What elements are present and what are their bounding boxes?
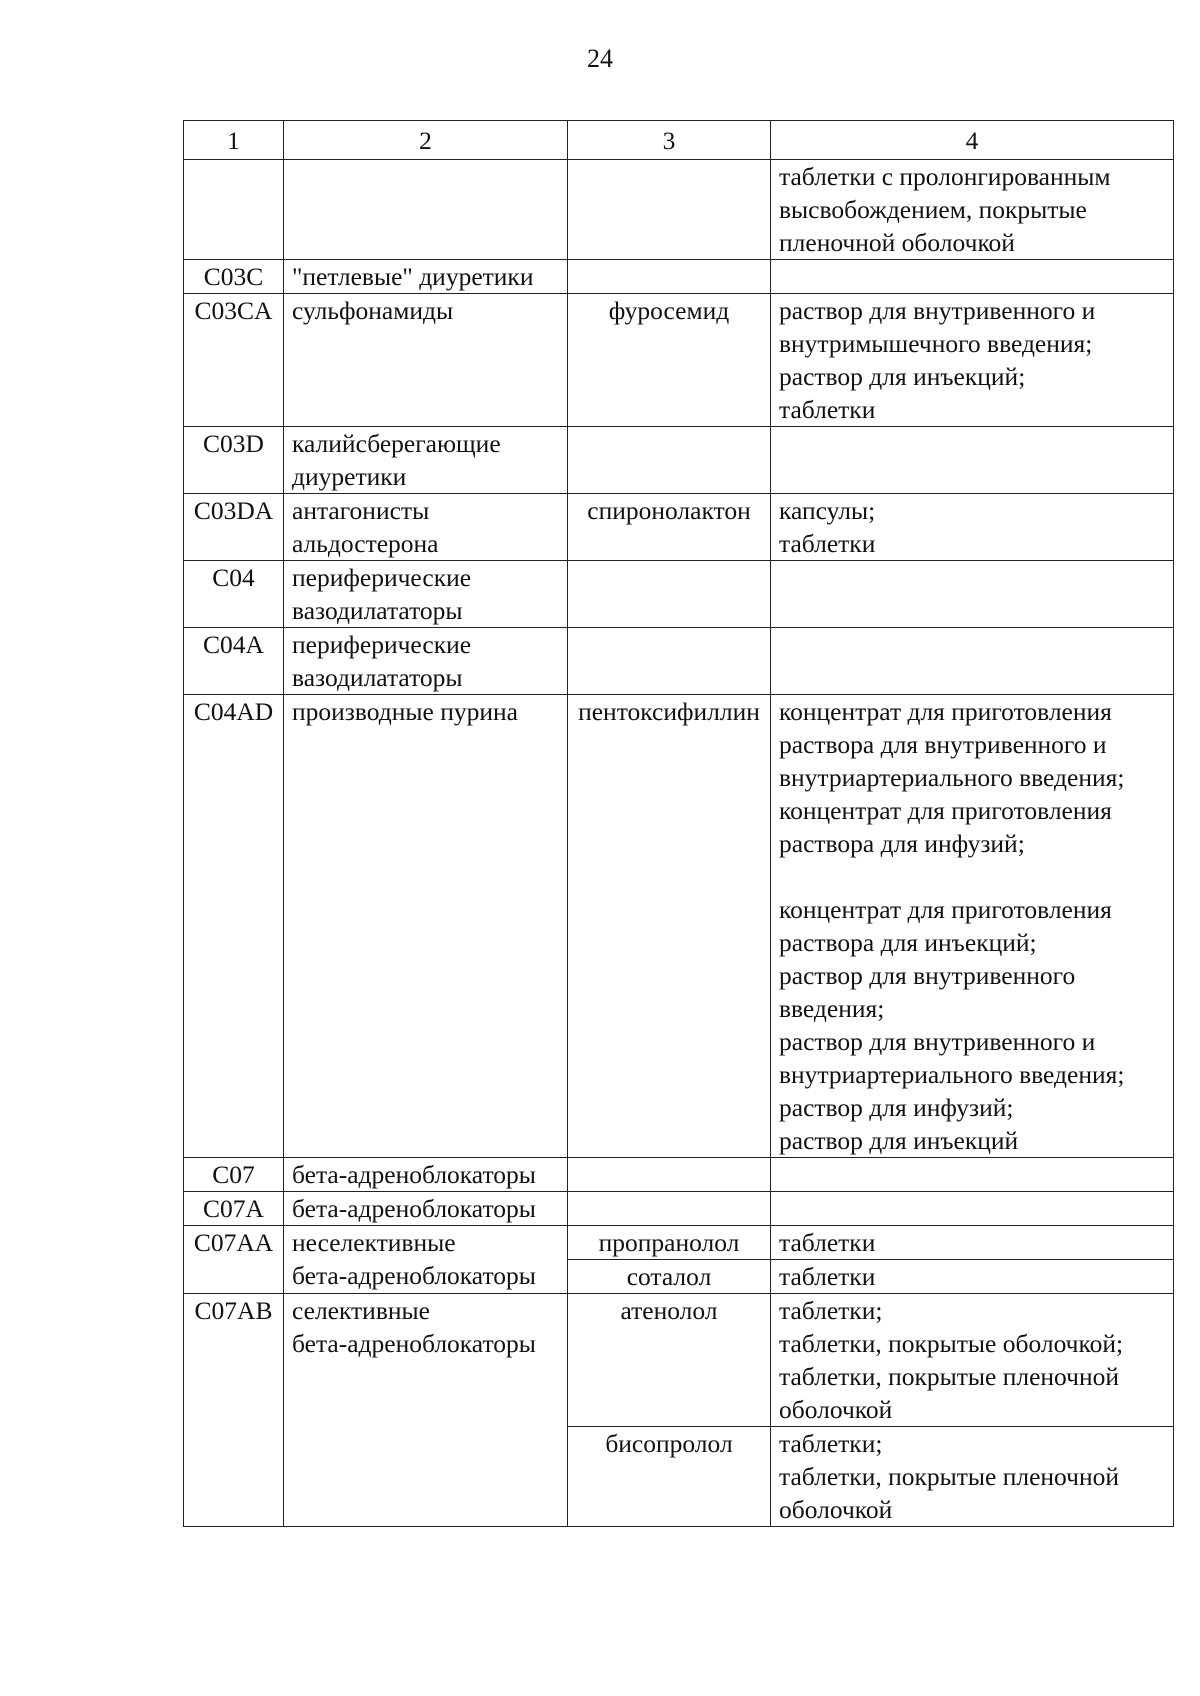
drug-cell (568, 628, 771, 695)
page-number: 24 (587, 44, 613, 73)
drug-cell: фуросемид (568, 294, 771, 427)
atc-code-cell: C07AA (184, 1226, 284, 1294)
form-line: таблетки, покрытые пленочной (779, 1462, 1120, 1491)
group-cell (284, 628, 568, 695)
forms-cell (771, 1158, 1174, 1192)
forms-cell (771, 1260, 1174, 1294)
group-line: калийсберегающие (292, 429, 501, 458)
atc-code-cell (184, 160, 284, 260)
column-header: 2 (284, 121, 568, 160)
group-line: вазодилататоры (292, 663, 463, 692)
blank-line (779, 860, 1165, 893)
drug-cell: соталол (568, 1260, 771, 1294)
drug-cell: пропранолол (568, 1226, 771, 1260)
forms-cell (771, 427, 1174, 494)
form-line: высвобождением, покрытые (779, 195, 1087, 224)
form-line: раствора для внутривенного и (779, 730, 1107, 759)
drug-cell (568, 427, 771, 494)
column-header: 1 (184, 121, 284, 160)
form-line: оболочкой (779, 1495, 893, 1524)
atc-code-cell: C03CA (184, 294, 284, 427)
forms-cell (771, 294, 1174, 427)
group-cell (284, 1158, 568, 1192)
group-cell (284, 561, 568, 628)
form-line: внутриартериального введения; (779, 763, 1125, 792)
group-cell (284, 1226, 568, 1294)
form-line: раствор для внутривенного и (779, 296, 1096, 325)
form-line: пленочной оболочкой (779, 228, 1015, 257)
forms-cell (771, 260, 1174, 294)
drug-cell (568, 1192, 771, 1226)
group-cell (284, 1192, 568, 1226)
table-row (184, 494, 1174, 561)
drug-table (183, 120, 1174, 1527)
column-header: 3 (568, 121, 771, 160)
table-row (184, 1226, 1174, 1260)
table-row (184, 1158, 1174, 1192)
table-row (184, 561, 1174, 628)
group-line: диуретики (292, 462, 407, 491)
column-header: 4 (771, 121, 1174, 160)
group-line: сульфонамиды (292, 296, 454, 325)
forms-cell (771, 494, 1174, 561)
form-line: внутримышечного введения; (779, 329, 1093, 358)
forms-cell (771, 1294, 1174, 1427)
form-line: раствор для инфузий; (779, 1093, 1014, 1122)
forms-cell (771, 1192, 1174, 1226)
table-row (184, 160, 1174, 260)
group-line: альдостерона (292, 529, 439, 558)
group-line: периферические (292, 563, 472, 592)
table-row (184, 294, 1174, 427)
form-line: концентрат для приготовления (779, 697, 1112, 726)
drug-cell (568, 160, 771, 260)
group-line: производные пурина (292, 697, 518, 726)
group-line: "петлевые" диуретики (292, 262, 534, 291)
group-line: вазодилататоры (292, 596, 463, 625)
form-line: таблетки с пролонгированным (779, 162, 1111, 191)
drug-cell: бисопролол (568, 1427, 771, 1527)
group-line: бета-адреноблокаторы (292, 1261, 536, 1290)
table-header-row (184, 121, 1174, 160)
form-line: таблетки; (779, 1429, 883, 1458)
form-line: таблетки (779, 529, 876, 558)
group-cell (284, 160, 568, 260)
atc-code-cell: C03DA (184, 494, 284, 561)
table-row (184, 260, 1174, 294)
form-line: таблетки; (779, 1296, 883, 1325)
table-row (184, 1294, 1174, 1427)
group-line: антагонисты (292, 496, 430, 525)
group-cell (284, 260, 568, 294)
drug-cell (568, 260, 771, 294)
form-line: раствора для инъекций; (779, 928, 1037, 957)
drug-cell (568, 1158, 771, 1192)
form-line: таблетки, покрытые оболочкой; (779, 1329, 1124, 1358)
group-line: бета-адреноблокаторы (292, 1160, 536, 1189)
group-line: бета-адреноблокаторы (292, 1329, 536, 1358)
atc-code-cell: C04 (184, 561, 284, 628)
form-line: раствор для внутривенного (779, 961, 1076, 990)
group-cell (284, 294, 568, 427)
group-cell (284, 427, 568, 494)
forms-cell (771, 628, 1174, 695)
group-cell (284, 695, 568, 1158)
drug-cell: пентоксифиллин (568, 695, 771, 1158)
form-line: введения; (779, 994, 885, 1023)
table-row (184, 1192, 1174, 1226)
table-row (184, 628, 1174, 695)
form-line: раствор для инъекций; (779, 362, 1026, 391)
forms-cell (771, 561, 1174, 628)
form-line: раствора для инфузий; (779, 829, 1025, 858)
group-cell (284, 494, 568, 561)
drug-cell (568, 561, 771, 628)
form-line: оболочкой (779, 1395, 893, 1424)
forms-cell (771, 695, 1174, 1158)
table-row (184, 427, 1174, 494)
form-line: таблетки, покрытые пленочной (779, 1362, 1120, 1391)
atc-code-cell: C07A (184, 1192, 284, 1226)
table-row (184, 695, 1174, 1158)
atc-code-cell: C07AB (184, 1294, 284, 1527)
group-line: селективные (292, 1296, 430, 1325)
forms-cell (771, 1226, 1174, 1260)
drug-cell: атенолол (568, 1294, 771, 1427)
group-line: бета-адреноблокаторы (292, 1194, 536, 1223)
atc-code-cell: C04A (184, 628, 284, 695)
form-line: концентрат для приготовления (779, 796, 1112, 825)
group-cell (284, 1294, 568, 1527)
form-line: таблетки (779, 395, 876, 424)
atc-code-cell: C03C (184, 260, 284, 294)
group-line: периферические (292, 630, 472, 659)
group-line: неселективные (292, 1228, 456, 1257)
form-line: внутриартериального введения; (779, 1060, 1125, 1089)
form-line: концентрат для приготовления (779, 895, 1112, 924)
forms-cell (771, 160, 1174, 260)
atc-code-cell: C07 (184, 1158, 284, 1192)
form-line: таблетки (779, 1228, 876, 1257)
form-line: раствор для внутривенного и (779, 1027, 1096, 1056)
atc-code-cell: C03D (184, 427, 284, 494)
form-line: раствор для инъекций (779, 1126, 1019, 1155)
form-line: таблетки (779, 1262, 876, 1291)
form-line: капсулы; (779, 496, 876, 525)
atc-code-cell: C04AD (184, 695, 284, 1158)
forms-cell (771, 1427, 1174, 1527)
drug-cell: спиронолактон (568, 494, 771, 561)
